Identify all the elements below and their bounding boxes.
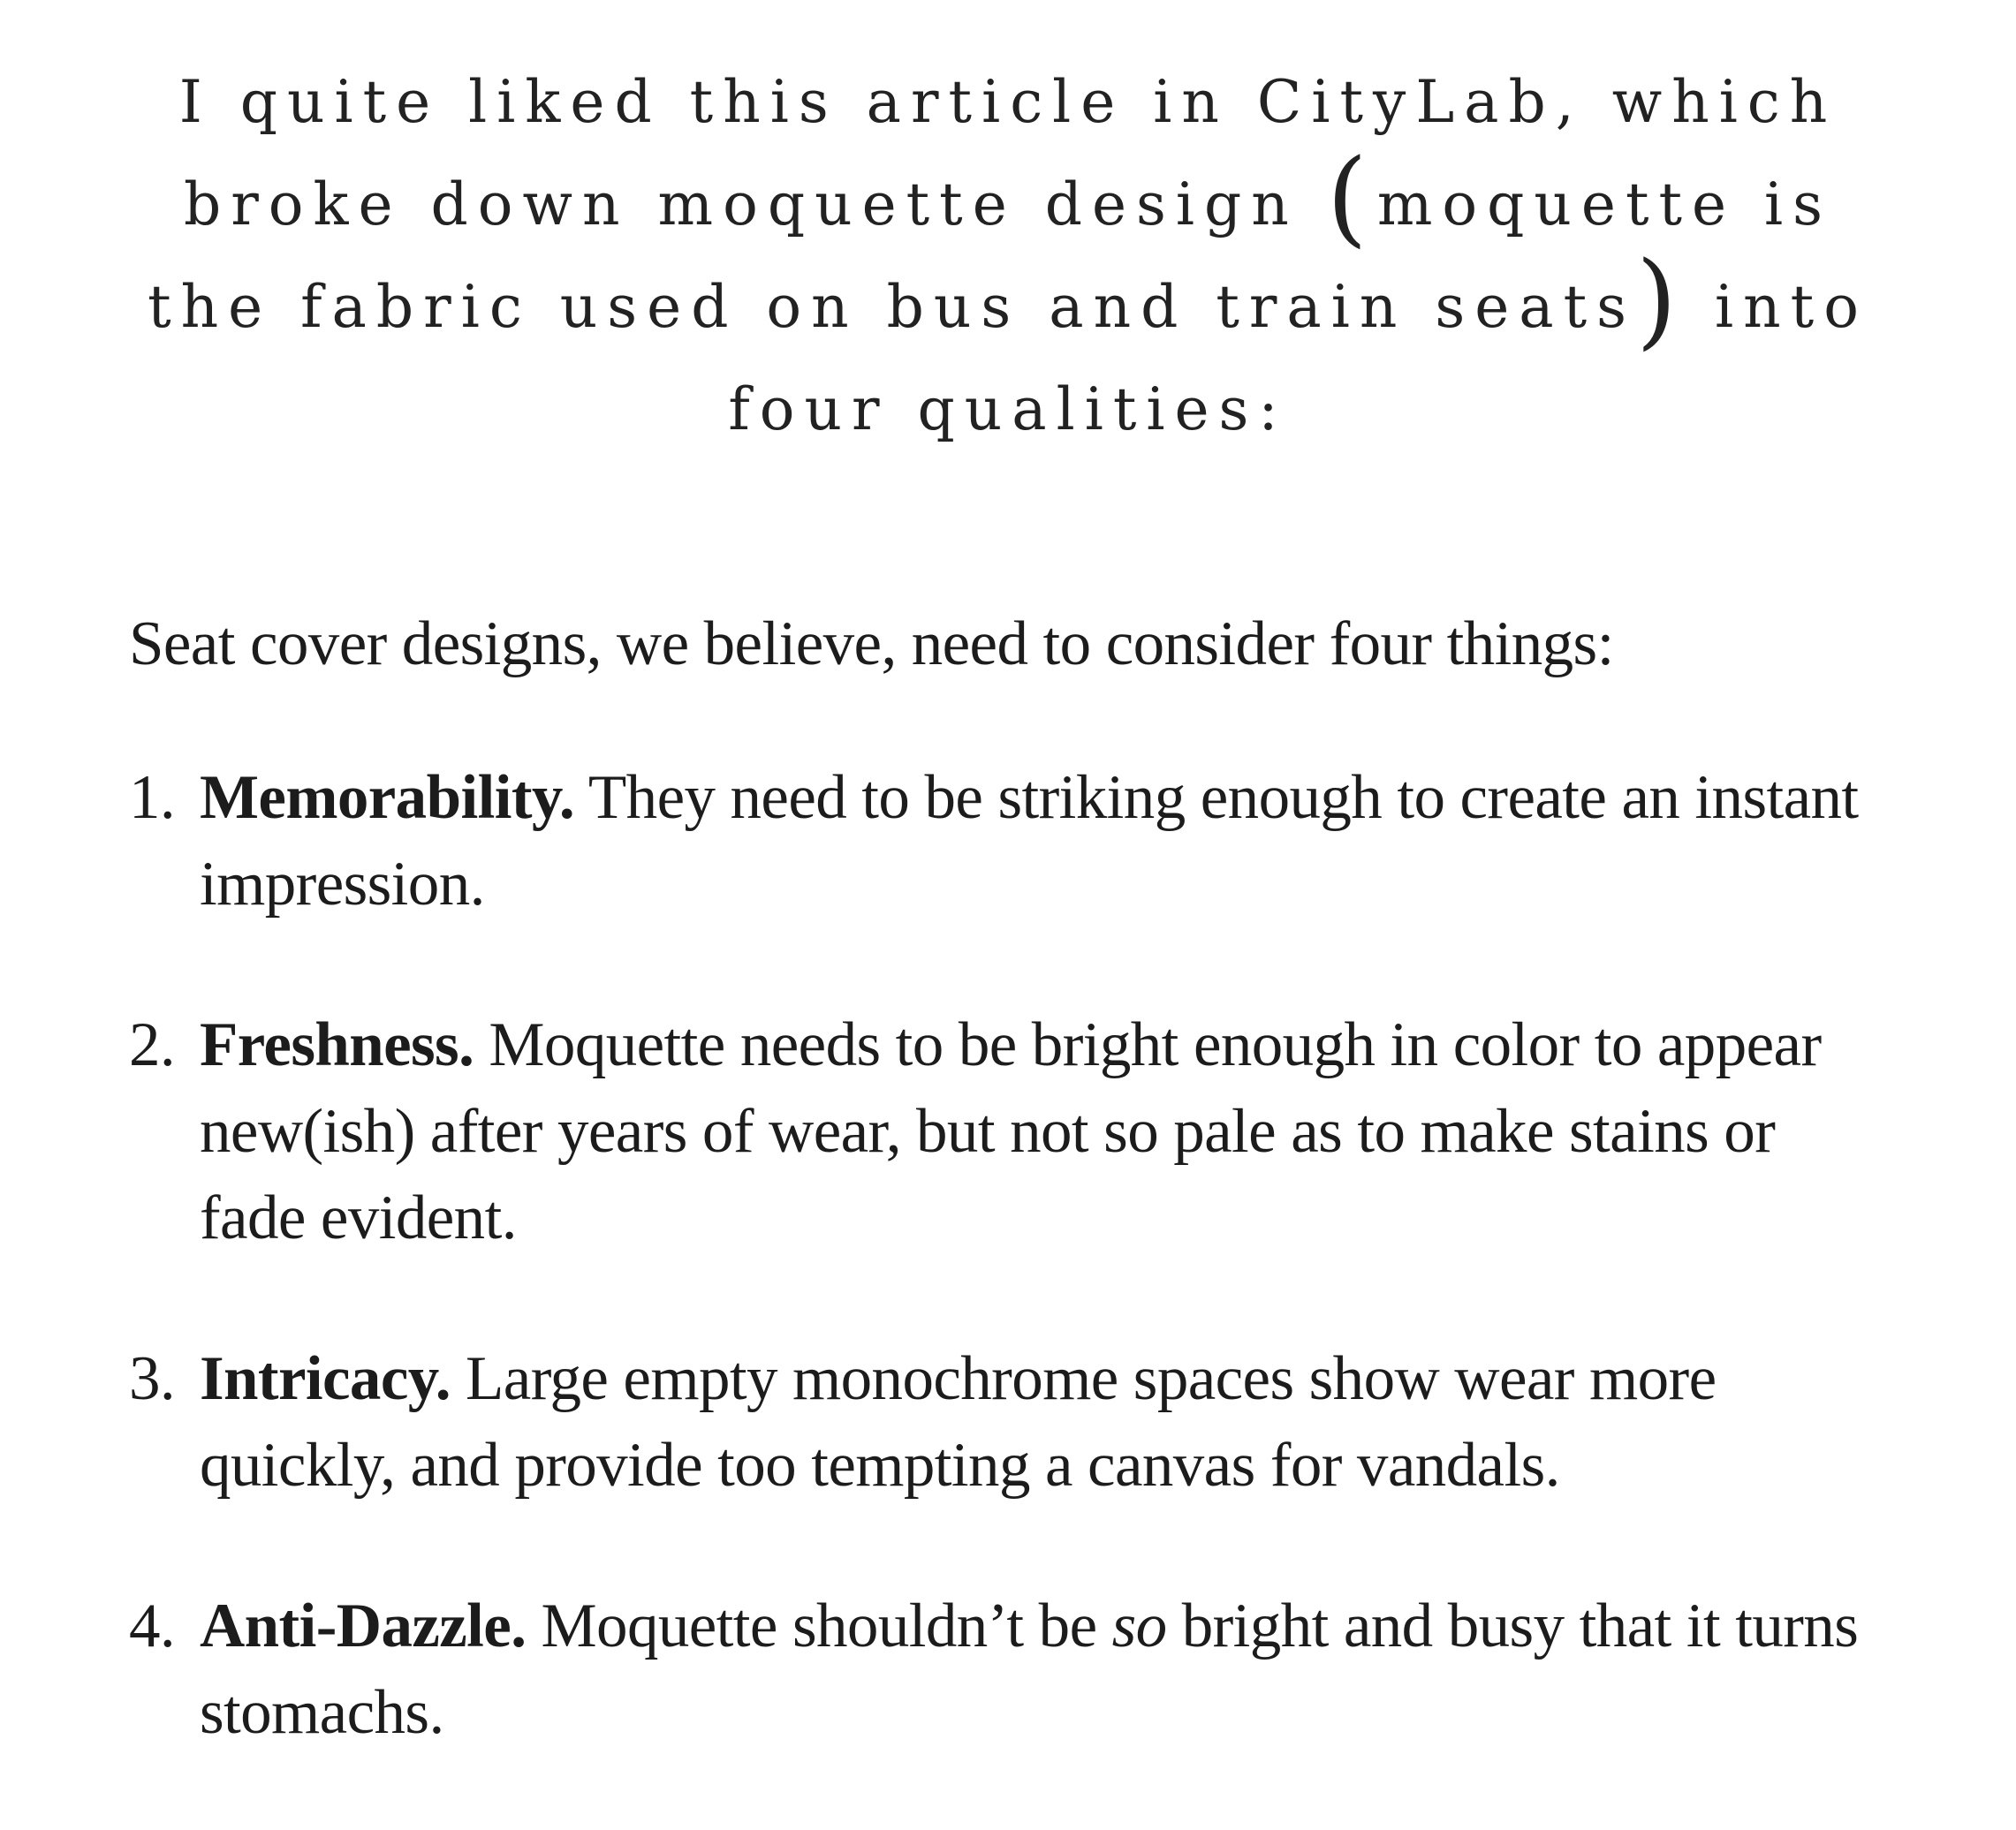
close-parenthesis: ) xyxy=(1636,238,1687,360)
quality-description: Large empty monochrome spaces show wear more quickly, and provide too tempting a canvas for vandals. xyxy=(200,1344,1717,1500)
intro-parenthetical: moquette is the fabric used on bus and train seats xyxy=(148,170,1833,341)
quality-description-end: bright and busy that it turns stomachs. xyxy=(200,1592,1859,1747)
quality-term: Anti-Dazzle. xyxy=(200,1592,527,1660)
excerpt-lead: Seat cover designs, we believe, need to consider four things: xyxy=(129,609,1614,678)
quality-term: Memorability. xyxy=(200,763,575,832)
article-excerpt xyxy=(129,601,1896,1830)
quality-description: Moquette needs to be bright enough in color to appear new(ish) after years of wear, but not so pale as to make stains or fade evident. xyxy=(200,1010,1822,1252)
list-item xyxy=(129,754,1896,927)
quality-term: Intricacy. xyxy=(200,1344,451,1413)
intro-text-start: I quite liked this article in CityLab, which broke down moquette design xyxy=(178,68,1838,238)
quality-description: They need to be striking enough to create an instant impression. xyxy=(200,763,1859,919)
intro-text-end: into four qualities: xyxy=(728,273,1868,443)
list-item xyxy=(129,1583,1896,1756)
list-item xyxy=(129,1002,1896,1261)
quality-term: Freshness. xyxy=(200,1010,474,1079)
list-number: 1. xyxy=(129,763,176,832)
list-number: 2. xyxy=(129,1010,176,1079)
list-number: 3. xyxy=(129,1344,176,1413)
list-item xyxy=(129,1335,1896,1509)
quality-description: Moquette shouldn’t be xyxy=(526,1592,1112,1660)
intro-caption xyxy=(133,51,1883,461)
emphasis: so xyxy=(1111,1592,1167,1660)
open-parenthesis: ( xyxy=(1326,136,1377,258)
list-number: 4. xyxy=(129,1592,176,1660)
qualities-list xyxy=(129,754,1896,1756)
